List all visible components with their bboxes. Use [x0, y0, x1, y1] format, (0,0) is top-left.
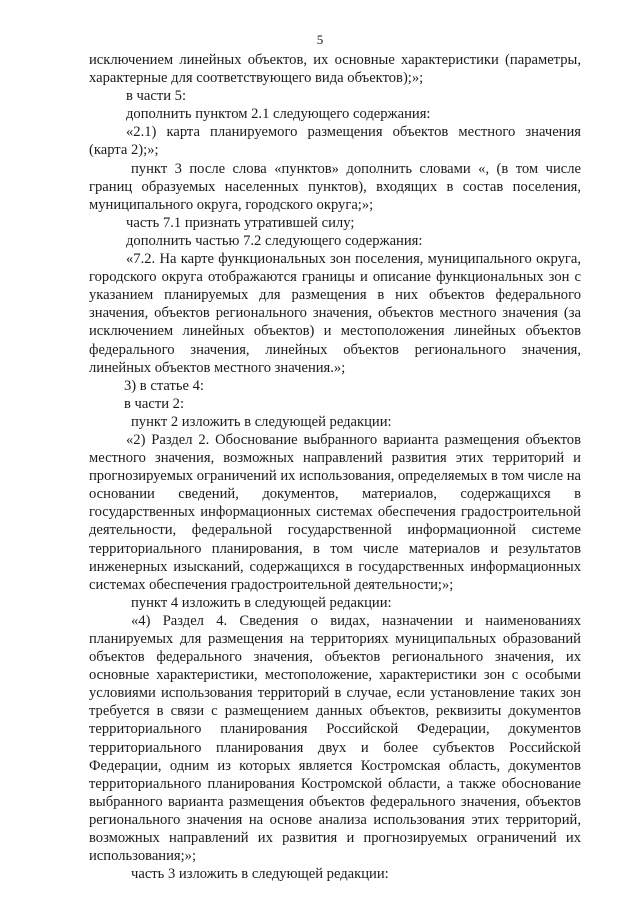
document-body — [89, 51, 581, 883]
paragraph-7: дополнить частью 7.2 следующего содержания: — [126, 232, 423, 249]
paragraph-11: пункт 2 изложить в следующей редакции: — [131, 413, 392, 430]
paragraph-9: 3) в статье 4: — [124, 377, 204, 394]
paragraph-5: пункт 3 после слова «пунктов» дополнить словами «, (в том числе границ образуемых населенных пунктов), входящих в состав поселения, муниципального округа, городского округа;»; — [89, 160, 581, 213]
paragraph-15: часть 3 изложить в следующей редакции: — [131, 866, 389, 883]
paragraph-6: часть 7.1 признать утратившей силу; — [126, 214, 355, 231]
paragraph-1: исключением линейных объектов, их основные характеристики (параметры, характерные для соответствующего вида объектов);»; — [89, 52, 581, 87]
paragraph-14: «4) Раздел 4. Сведения о видах, назначении и наименованиях планируемых для размещения на территориях муниципальных образований объектов федерального значения, объектов регионального значения, их основные характеристики, местоположение, характеристики зон с особыми условиями использования территорий в случае, если установление таких зон требуется в связи с размещением данных объектов, реквизиты документов территориального планирования Российской Федерации, документов территориального планирования двух и более субъектов Российской Федерации, одним из которых является Костромская область, документов территориального планирования Костромской области, а также обоснование выбранного варианта размещения объектов федерального значения, объектов регионального значения на основе анализа использования этих территорий, возможных направлений их развития и прогнозируемых ограничений их использования;»; — [89, 612, 581, 865]
paragraph-8: «7.2. На карте функциональных зон поселения, муниципального округа, городского округа отображаются границы и описание функциональных зон с указанием планируемых для размещения в них объектов федерального значения, объектов регионального значения, объектов местного значения (за исключением линейных объектов) и местоположения линейных объектов федерального значения, линейных объектов регионального значения, линейных объектов местного значения.»; — [89, 251, 581, 376]
paragraph-10: в части 2: — [124, 395, 185, 412]
paragraph-2: в части 5: — [126, 88, 187, 105]
paragraph-3: дополнить пунктом 2.1 следующего содержания: — [126, 106, 431, 123]
page-number: 5 — [316, 32, 324, 47]
paragraph-12: «2) Раздел 2. Обоснование выбранного варианта размещения объектов местного значения, возможных направлений развития этих территорий и прогнозируемых ограничений их использования, определяемых в том числе на основании сведений, документов, материалов, содержащихся в государственных информационных системах обеспечения градостроительной деятельности, федеральной государственной информационной системе территориального планирования, в том числе материалов и результатов инженерных изысканий, содержащихся в государственных информационных системах обеспечения градостроительной деятельности;»; — [89, 431, 581, 593]
paragraph-13: пункт 4 изложить в следующей редакции: — [131, 594, 392, 611]
paragraph-4: «2.1) карта планируемого размещения объектов местного значения (карта 2);»; — [89, 124, 581, 159]
